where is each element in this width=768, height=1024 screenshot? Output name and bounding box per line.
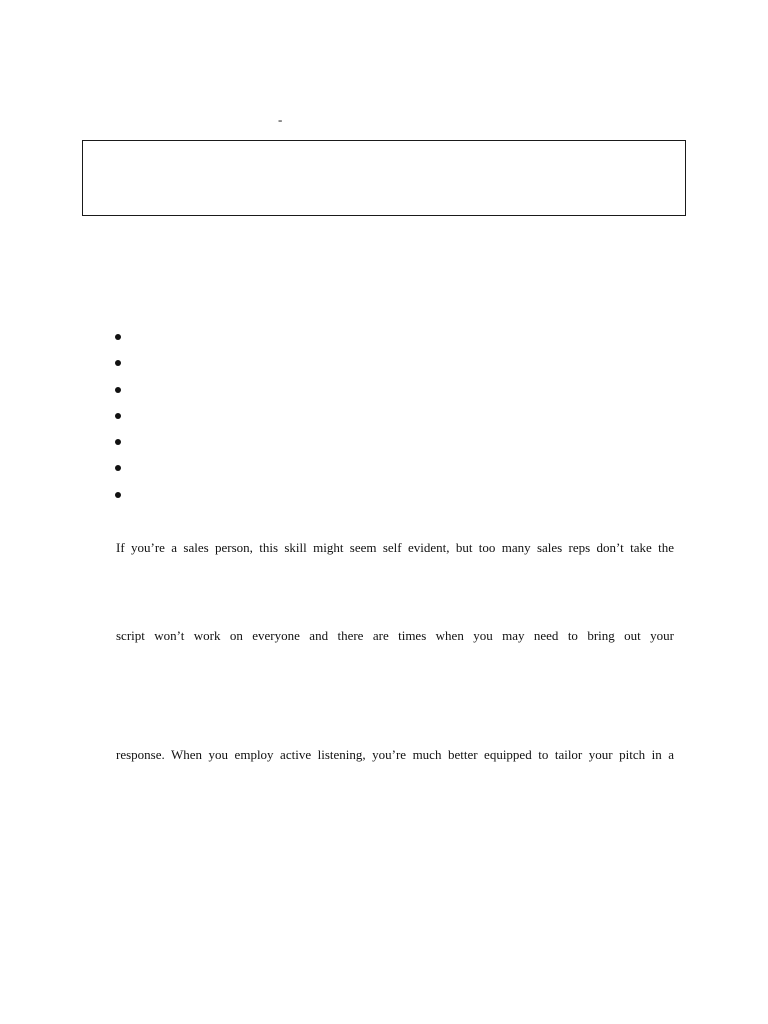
bullet-icon	[115, 439, 121, 445]
bordered-text-box	[82, 140, 686, 216]
bullet-icon	[115, 360, 121, 366]
paragraph-line: script won’t work on everyone and there are times when you may need to bring out your	[116, 628, 674, 643]
paragraph-line: response. When you employ active listening, you’re much better equipped to tailor your pitch in a	[116, 747, 674, 762]
bullet-icon	[115, 413, 121, 419]
bullet-icon	[115, 334, 121, 340]
header-dash: -	[278, 112, 283, 127]
bullet-icon	[115, 492, 121, 498]
bullet-icon	[115, 465, 121, 471]
bullet-icon	[115, 387, 121, 393]
paragraph-line: If you’re a sales person, this skill might seem self evident, but too many sales reps don’t take the	[116, 540, 674, 555]
